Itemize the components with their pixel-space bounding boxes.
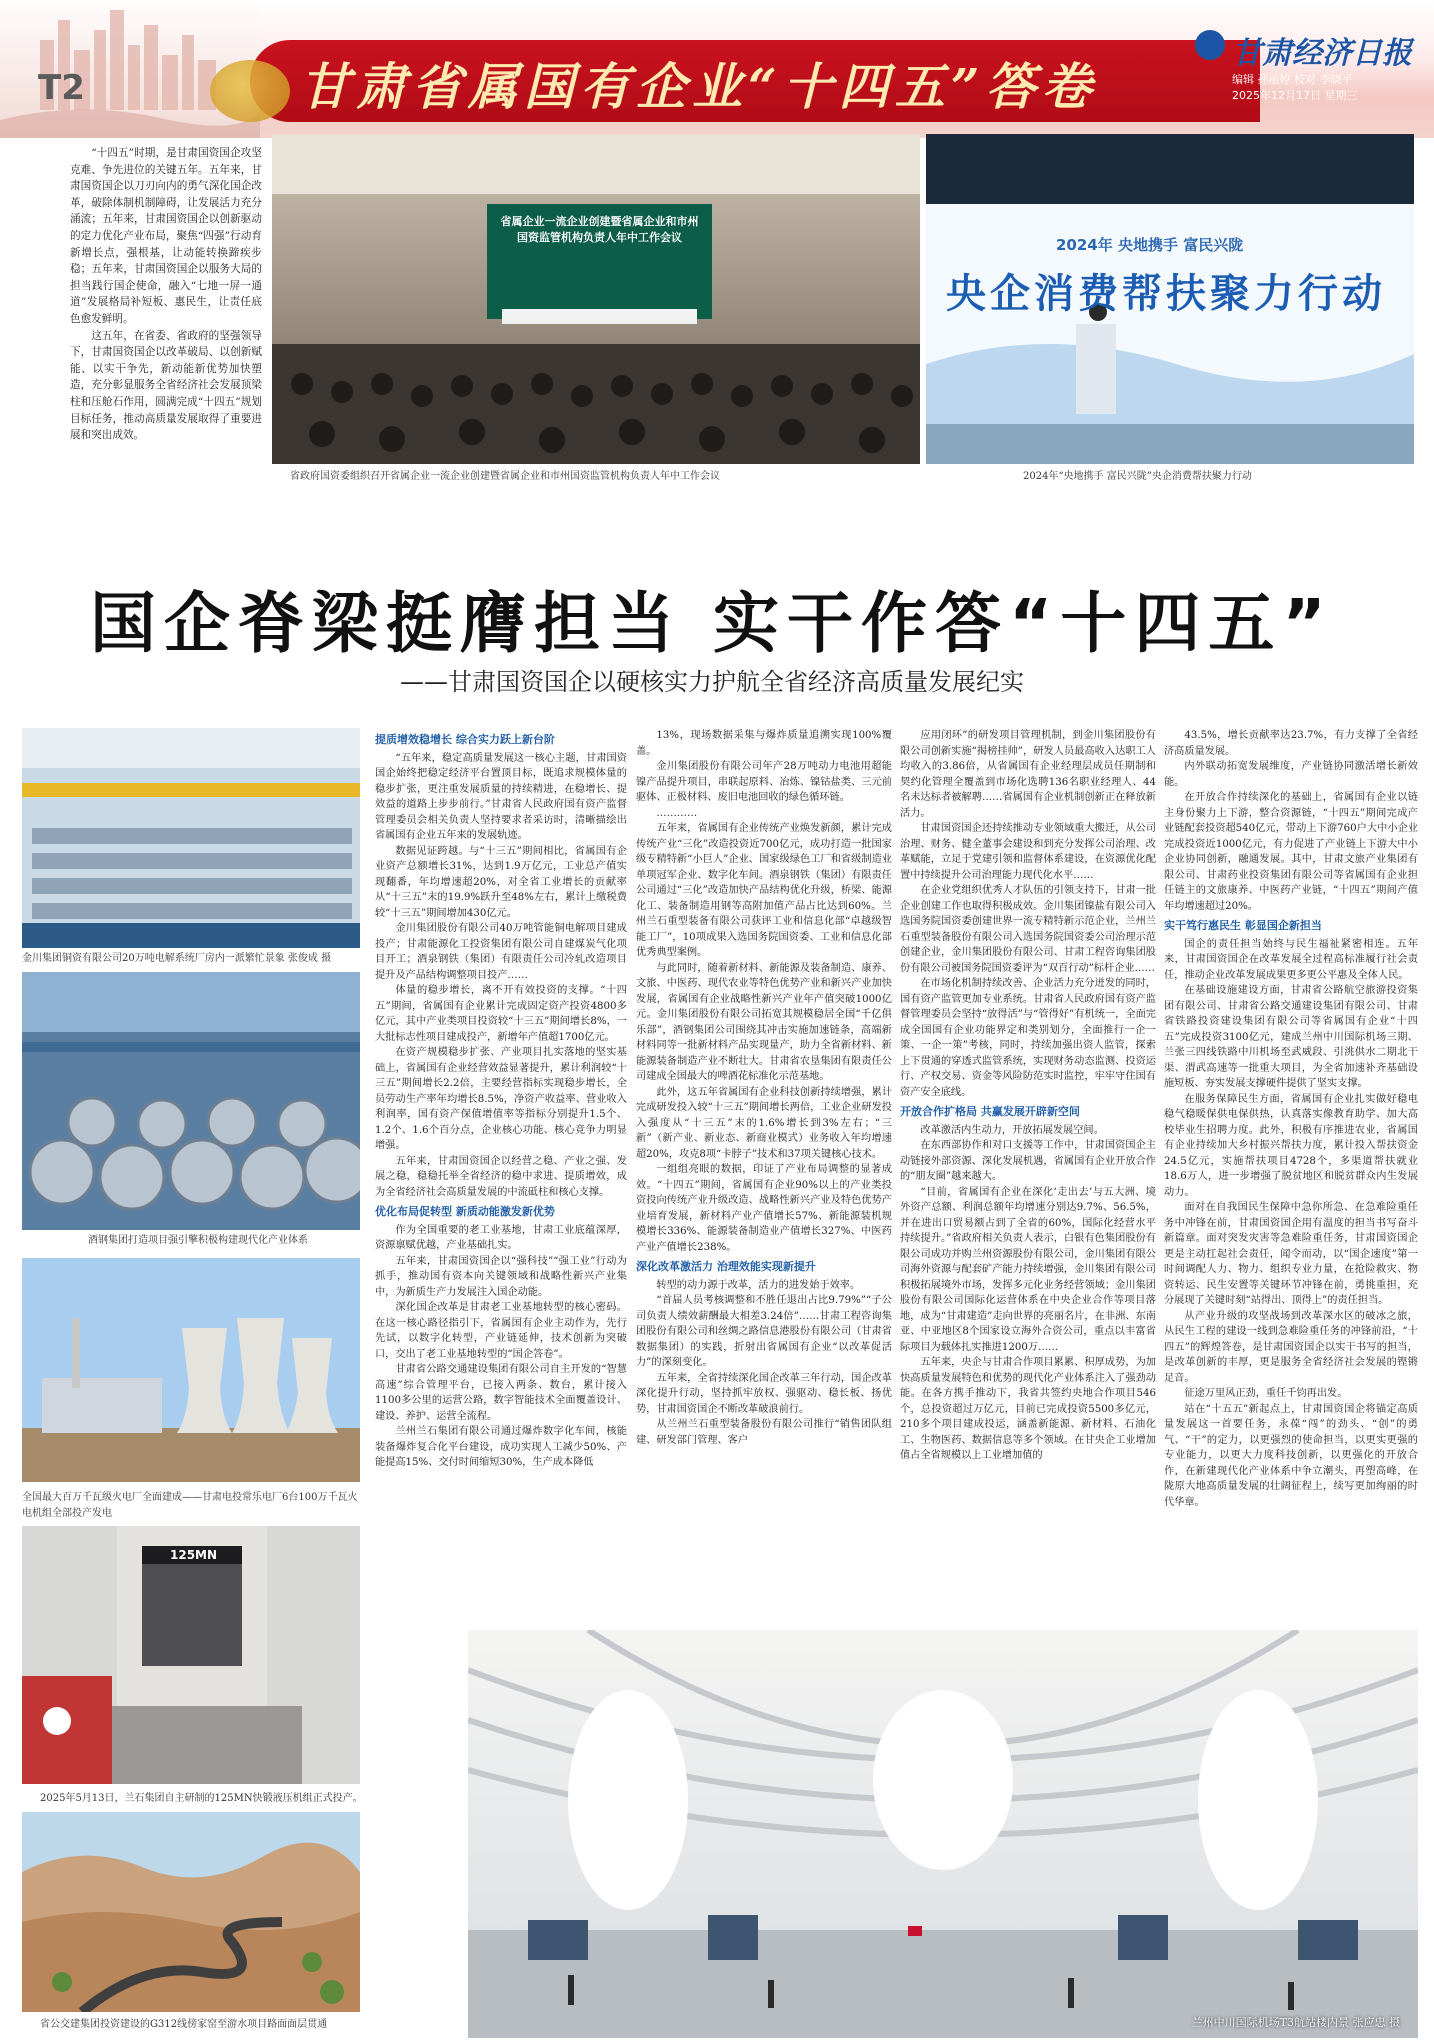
article-paragraph: 五年来，甘肃国资国企以经营之稳、产业之强、发展之稳，稳稳托举全省经济的稳中求进、提质增效，成为全省经济社会高质量发展的中流砥柱和核心支撑。: [375, 1155, 627, 1198]
article-paragraph: “首届人员考核调整和不胜任退出占比9.79%”“子公司负责人绩效薪酬最大相差3.24倍”……甘肃工程咨询集团股份有限公司和丝绸之路信息港股份有限公司（甘肃省数据集团）的实践，折射出省属国有企业“以改革促活力”的深刻变化。: [636, 1295, 892, 1368]
article-paragraph: 在服务保障民生方面，省属国有企业扎实做好稳电稳气稳暖保供电保供热，认真落实像教育助学、加大高校毕业生招聘力度。此外，积极有序推进农业，省属国有企业持续加大乡村振兴帮扶力度，累计投入帮扶资金24.5亿元，实施帮扶项目4728个，多渠道帮扶就业18.6万人，进一步增强了脱贫地区和脱贫群众内生发展动力。: [1164, 1093, 1418, 1198]
photo-caption: 2025年5月13日，兰石集团自主研制的125MN快锻液压机组正式投产。: [40, 1793, 363, 1804]
article-paragraph: 五年来，省属国有企业传统产业焕发新颜，累计完成传统产业“三化”改造投资近700亿元，成功打造一批国家级专精特新“小巨人”企业、国家级绿色工厂和省级制造业单项冠军企业、数字化车间。酒泉钢铁（集团）有限责任公司通过“三化”改造加快产品结构优化升级，桥梁、能源化工、装备制造用钢等高附加值产品占比达到60%。兰州兰石重型装备有限公司获评工业和信息化部“卓越级智能工厂”，10项成果入选国务院国资委、工业和信息化部优秀典型案例。: [636, 823, 892, 958]
section-heading: 实干笃行惠民生 彰显国企新担当: [1164, 919, 1322, 932]
issue-date: 2025年12月17日 星期三: [1232, 89, 1358, 102]
article-paragraph: “目前，省属国有企业在深化‘走出去’与五大洲、境外资产总额、利润总额年均增速分别达9.7%、56.5%，并在进出口贸易额占到了全省的60%，国际化经营水平持续提升。”省政府相关负责人表示，白银有色集团股份有限公司成功并购兰州资源股份有限公司，金川集团有限公司海外资源与配套矿产能力持续增强，金川集团有限公司积极拓展境外市场，发挥多元化业务经营领域；金川集团股份有限公司国际化运营体系在中央企业合作等项目落地，成为“甘肃建造”走向世界的亮丽名片，在非洲、东南亚、中亚地区8个国家设立海外合资公司，重点以丰富省际项目为载体扎实推进1200万……: [900, 1186, 1156, 1353]
newspaper-name: 甘肃经济日报: [1232, 36, 1412, 71]
press-label: 125MN: [170, 1548, 218, 1562]
intro-text: [70, 145, 262, 444]
meeting-screen-text: 省属企业一流企业创建暨省属企业和市州国资监管机构负责人年中工作会议: [500, 215, 699, 244]
article-paragraph: 五年来，甘肃国资国企以“强科技”“强工业”行动为抓手，推动国有资本向关键领域和战略性新兴产业集中，为新质生产力发展注入国企动能。: [375, 1255, 627, 1298]
photo-caption: 金川集团铜资有限公司20万吨电解系统厂房内一派繁忙景象 张俊成 摄: [22, 953, 332, 964]
highway-photo: [22, 1812, 360, 2012]
article-paragraph: 面对在自我国民生保障中急你所急、在急难险重任务中冲锋在前，甘肃国资国企用有温度的担当书写奋斗新篇章。面对突发灾害等急难险重任务，甘肃国资国企更是主动扛起社会责任，闻令而动，以“国企速度”第一时间调配人力、物力、组织专业力量，在抢险救灾、物资转运、民生安置等关键环节冲锋在前，勇挑重担，充分展现了关键时刻“站得出、顶得上”的责任担当。: [1164, 1202, 1418, 1306]
article-paragraph: 从兰州兰石重型装备股份有限公司推行“销售团队组建、研发部门管理、客户: [636, 1419, 892, 1446]
sub-headline: ——甘肃国资国企以硬核实力护航全省经济高质量发展纪实: [400, 668, 1024, 696]
article-paragraph: 金川集团股份有限公司年产28万吨动力电池用超能镍产品提升项目，串联起原料、冶炼、镍钴盐类、三元前驱体、正极材料、废旧电池回收的绿色循环链。: [636, 761, 892, 803]
factory-hall-image: [22, 728, 360, 948]
article-paragraph: 从产业升级的攻坚战场到改革深水区的破冰之旅，从民生工程的建设一线到急难险重任务的冲锋前沿，“十四五”的辉煌答卷，是甘肃国资国企以实干书写的担当，是改革创新的丰厚，更是服务全省经济社会发展的铿锵足音。: [1164, 1310, 1418, 1384]
article-paragraph: 一组组亮眼的数据，印证了产业布局调整的显著成效。“十四五”期间，省属国有企业90%以上的产业类投资投向传统产业升级改造、战略性新兴产业及特色优势产业培育发展，新材料产业产值增长57%、新能源装机规模增长336%、能源装备制造业产值增长327%、中医药产业产值增长238%。: [636, 1164, 892, 1253]
mountain-road-image: [22, 1812, 360, 2012]
airport-interior-image: [468, 1630, 1418, 2038]
article-paragraph: 改革激活内生动力，开放拓展发展空间。: [920, 1124, 1104, 1136]
article-paragraph: 在资产规模稳步扩张、产业项目扎实落地的坚实基础上，省属国有企业经营效益显著提升，累计利润较“十三五”期间增长2.2倍，主要经营指标实现稳步增长，全员劳动生产率年均增长8.5%，净资产收益率、营业收入利润率，国有资产保值增值率等指标分别提升1.5个、1.2个、1.6个百分点，企业核心功能、核心竞争力明显增强。: [375, 1047, 627, 1151]
airport-terminal-photo: [468, 1630, 1418, 2038]
steel-coils-image: [22, 972, 360, 1230]
meeting-photo-caption: 省政府国资委组织召开省属企业一流企业创建暨省属企业和市州国资监管机构负责人年中工作会议: [290, 471, 720, 482]
article-paragraph: 国企的责任担当始终与民生福祉紧密相连。五年来，甘肃国资国企在改革发展全过程高标准履行社会责任，推动企业改革发展成果更多更公平惠及全体人民。: [1164, 938, 1418, 981]
article-paragraph: 甘肃国资国企还持续推动专业领域重大搬迁，从公司治理、财务、健全董事会建设和到充分发挥公司治理、改革赋能，立足于党建引领和监督体系建设，在资源优化配置中持续提升公司治理能力现代化水平……: [900, 823, 1156, 881]
article-paragraph: 征途万里风正劲，重任千钧再出发。: [1184, 1388, 1348, 1399]
article-paragraph: …………: [656, 807, 698, 819]
article-column-4: [1164, 728, 1418, 1618]
article-paragraph: 作为全国重要的老工业基地，甘肃工业底蕴深厚，资源禀赋优越，产业基础扎实。: [375, 1224, 627, 1251]
article-paragraph: 此外，这五年省属国有企业科技创新持续增强，累计完成研发投入较“十三五”期间增长两倍，工业企业研发投入强度从“十三五”末的1.6%增长到3%左右；“三新”（新产业、新业态、新商业模式）业务收入年均增速超20%，攻克8项“卡脖子”技术和37项关键核心技术。: [636, 1086, 892, 1160]
article-paragraph: 在市场化机制持续改善、企业活力充分迸发的同时，国有资产监管更加专业系统。甘肃省人民政府国有资产监督管理委员会坚持“放得活”与“管得好”有机统一，全面完成全国国有企业功能界定和类别划分，全面推行一企一策、一企一策”考核，同时，持续加强出资人监管，探索上下贯通的穿透式监管系统，实现财务动态监测、投资运行、产权交易、资金等风险防范实时监控，牢牢守住国有资产安全底线。: [900, 978, 1156, 1098]
banner-title: 甘肃省属国有企业“十四五”答卷: [300, 57, 1098, 116]
article-paragraph: 13%，现场数据采集与爆炸质量追溯实现100%覆盖。: [636, 730, 892, 757]
article-paragraph: 体量的稳步增长，离不开有效投资的支撑。“十四五”期间，省属国有企业累计完成固定资产投资4800多亿元，其中产业类项目投资较“十三五”期间增长8%，一大批标志性项目建成投产，新增年产值超1700亿元。: [375, 985, 627, 1043]
article-paragraph: 在东西部协作和对口支援等工作中，甘肃国资国企主动链接外部资源、深化发展机遇，省属国有企业开放合作的“朋友圈”越来越大。: [900, 1140, 1156, 1182]
forging-press-photo: [22, 1526, 360, 1784]
article-paragraph: 甘肃省公路交通建设集团有限公司自主开发的“智慧高速”综合管理平台，已接入两条、数台，累计接入1100多公里的运营公路，数字智能技术全面覆盖设计、建设、养护、运营全流程。: [375, 1364, 627, 1422]
article-paragraph: 与此同时，随着新材料、新能源及装备制造、康养、文旅、中医药、现代农业等特色优势产业和新兴产业加快发展，省属国有企业战略性新兴产业年产值突破1000亿元。金川集团股份有限公司拓宽其规模稳居全国“千亿俱乐部”，酒钢集团公司围绕其冲击实施加速链条，高端新材料同等一批新材料产品实现量产，助力全省新材料、新能源装备制造产业不断壮大。甘肃省农垦集团有限责任公司建成全国最大的啤酒花标准化示范基地。: [636, 962, 892, 1082]
article-paragraph: “五年来，稳定高质量发展这一核心主题，甘肃国资国企始终把稳定经济平台置顶目标，既追求规模体量的稳步扩张，更注重发展质量的持续精进，在稳增长、提效益的道路上步步前行。”甘肃省人民政府国有资产监督管理委员会相关负责人坚持要求者采访时，清晰描绘出省属国有企业五年来的发展轨迹。: [375, 752, 627, 841]
article-paragraph: 深化国企改革是甘肃老工业基地转型的核心密码。在这一核心路径指引下，省属国有企业主动作为，先行先试，以数字化转型，产业链延伸，技术创新为突破口，交出了老工业基地转型的“国企答卷”。: [375, 1302, 627, 1360]
article-paragraph: 在基础设施建设方面，甘肃省公路航空旅游投资集团有限公司、甘肃省公路交通建设集团有限公司、甘肃省铁路投资建设集团有限公司等省属国有企业“十四五”完成投资3100亿元，建成兰州中川国际机场三期、兰张三四线铁路中川机场至武威段、引洮供水二期北干渠、渭武高速等一批重大项目，为全省加速补齐基础设施短板、夯实发展支撑硬件提供了坚实支撑。: [1164, 985, 1418, 1089]
section-heading: 提质增效稳增长 综合实力跃上新台阶: [375, 733, 555, 746]
conference-hall-image: [272, 134, 920, 464]
article-paragraph: 站在“十五五”新起点上，甘肃国资国企将锚定高质量发展这一首要任务，永葆“闯”的劲头、“创”的勇气、“干”的定力，以更强烈的使命担当，以更实更强的专业能力，以更大力度科技创新，以更强化的开放合作，在新建现代化产业体系中争立潮头，再塑高峰，在陇原大地高质量发展的壮阔征程上，续写更加绚丽的时代华章。: [1164, 1403, 1418, 1508]
article-paragraph: 在企业党组织优秀人才队伍的引领支持下，甘肃一批企业创建工作也取得积极成效。金川集团镍盐有限公司入选国务院国资委创建世界一流专精特新示范企业，兰州兰石重型装备股份有限公司入选国务院国资委公司治理示范创建企业，金川集团股份有限公司、甘肃工程咨询集团股份有限公司被国务院国资委评为“双百行动”标杆企业……: [900, 885, 1156, 974]
main-headline: 国企脊梁挺膺担当 实干作答“十四五”: [90, 585, 1334, 662]
section-heading: 优化布局促转型 新质动能激发新优势: [375, 1205, 555, 1218]
hydraulic-press-image: [22, 1526, 360, 1784]
article-paragraph: 数据见证跨越。与“十三五”期间相比，省属国有企业资产总额增长31%，达到1.9万亿元，工业总产值实现翻番，年均增速超20%，对全省工业增长的贡献率从“十三五”末的19.9%跃升至48%左右，累计上缴税费较“十三五”期间增加430亿元。: [375, 845, 627, 919]
meeting-photo: [272, 134, 920, 464]
article-paragraph: 兰州兰石集团有限公司通过爆炸数字化车间，核能装备爆炸复合化平台建设，成功实现人工减少50%、产能提高15%、交付时间缩短30%，生产成本降低: [375, 1426, 627, 1468]
copper-plant-photo: [22, 728, 360, 948]
steel-coil-photo: [22, 972, 360, 1230]
consumption-photo-caption: 2024年“央地携手 富民兴陇”央企消费帮扶聚力行动: [1023, 471, 1252, 482]
page-number: T2: [38, 68, 85, 108]
photo-caption: 酒钢集团打造项目强引擎积极构建现代化产业体系: [88, 1235, 308, 1246]
intro-paragraph: 这五年，在省委、省政府的坚强领导下，甘肃国资国企以改革破局、以创新赋能、以实干争先，新动能新优势加快塑造，充分彰显服务全省经济社会发展顶梁柱和压舱石作用，圆满完成“十四五”规划目标任务，推动高质量发展取得了重要进展和突出成效。: [70, 329, 262, 442]
article-paragraph: 内外联动拓宽发展维度，产业链协同激活增长新效能。: [1164, 761, 1418, 788]
issue-meta: [1232, 72, 1432, 104]
section-heading: 深化改革激活力 治理效能实现新提升: [636, 1260, 816, 1273]
power-plant-image: [22, 1258, 360, 1482]
article-column-2: [636, 728, 892, 1618]
consumption-event-photo: [926, 134, 1414, 464]
article-paragraph: 金川集团股份有限公司40万吨管能铜电解项目建成投产；甘肃能源化工投资集团有限公司自建煤炭气化项目开工；酒泉钢铁（集团）有限责任公司冷轧改造项目提升及产品结构调整项目投产……: [375, 923, 627, 981]
editors-line: 编辑 孙丽婷 校对 李晓平: [1232, 73, 1353, 86]
event-board-text: 央企消费帮扶聚力行动: [946, 271, 1386, 317]
article-paragraph: 转型的动力源于改革，活力的进发始于效率。: [656, 1279, 861, 1291]
photo-caption: 省公交建集团投资建设的G312线傍家窑至游水项目路面面层贯通: [40, 2019, 328, 2030]
article-paragraph: 在开放合作持续深化的基础上，省属国有企业以链主身份聚力上下游，整合资源链，“十四五”期间完成产业链配套投资超540亿元，带动上下游760户大中小企业完成投资近1000亿元，有力促进了产业链上下游大中小企业协同创新，融通发展。其中，甘肃文旅产业集团有限公司、甘肃药业投资集团有限公司等省属国有企业担任链主的文旅康养、中医药产业链，“十四五”期间产值年均增速超过20%。: [1164, 792, 1418, 912]
article-paragraph: 应用闭环”的研发项目管理机制，到金川集团股份有限公司创新实施“揭榜挂帅”，研发人员最高收入达职工人均收入的3.86倍，从省属国有企业经理层成员任期制和契约化管理全覆盖到市场化选聘136名职业经理人、44名未达标者被解聘……省属国有企业机制创新正在释放新活力。: [900, 730, 1156, 819]
article-column-1: [375, 728, 627, 1618]
article-paragraph: 五年来，央企与甘肃合作项目累累、积厚成势，为加快高质量发展特色和优势的现代化产业体系注入了强劲动能。在各方携手推动下，我省共签约央地合作项目546个，总投资超过万亿元，目前已完成投资5500多亿元，210多个项目建成投运，涵盖新能源、新材料、石油化工、生物医药、数据信息等多个领域。在甘央企工业增加值占全省规模以上工业增加值的: [900, 1357, 1156, 1461]
section-heading: 开放合作扩格局 共赢发展开辟新空间: [900, 1105, 1080, 1118]
photo-caption: 全国最大百万千瓦级火电厂全面建成——甘肃电投常乐电厂6台100万千瓦火电机组全部投产发电: [22, 1492, 358, 1519]
article-paragraph: 43.5%，增长贡献率达23.7%，有力支撑了全省经济高质量发展。: [1164, 730, 1418, 757]
intro-paragraph: “十四五”时期，是甘肃国资国企攻坚克难、争先进位的关键五年。五年来，甘肃国资国企以刀刃向内的勇气深化国企改革，破除体制机制障碍，让发展活力充分涌流；五年来，甘肃国资国企以创新驱动的定力优化产业布局，聚焦“四强”行动育新增长点，强根基，让动能转换蹄疾步稳；五年来，甘肃国资国企以服务大局的担当践行国企使命，融入“七地一屏一通道”发展格局补短板、惠民生，让责任底色愈发鲜明。: [70, 147, 262, 325]
event-slogan: 2024年 央地携手 富民兴陇: [1056, 236, 1244, 254]
newspaper-logo-icon: [1195, 30, 1225, 60]
article-paragraph: 五年来，全省持续深化国企改革三年行动，国企改革深化提升行动，坚持抓牢放权、强驱动、稳长板、扬优势，甘肃国资国企不断改革破浪前行。: [636, 1372, 892, 1415]
power-plant-photo: [22, 1258, 360, 1482]
airport-photo-caption: 兰州中川国际机场T3航站楼内景 张应忠 摄: [1191, 2016, 1400, 2029]
article-column-3: [900, 728, 1156, 1618]
